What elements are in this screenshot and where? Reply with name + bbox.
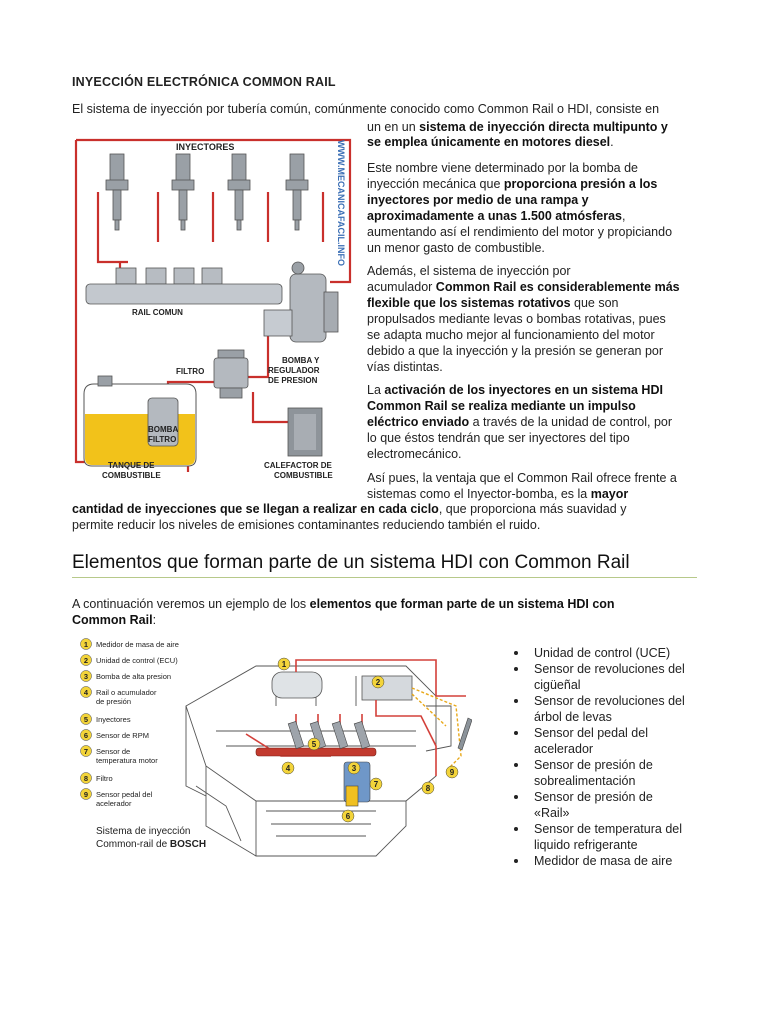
svg-text:2: 2 [375, 678, 381, 687]
paragraph-5-b: cantidad de inyecciones que se llegan a realizar en cada ciclo, que proporciona más suavidad y permite reducir los niveles de emisiones contaminantes reduciendo también el ruido. [72, 502, 627, 532]
list-item: Sensor del pedal del acelerador [510, 725, 710, 757]
list-item: Unidad de control (UCE) [510, 645, 710, 661]
callout-5 [308, 738, 320, 750]
legend-item-9 [81, 789, 153, 809]
callout-7 [370, 778, 382, 790]
document-title: INYECCIÓN ELECTRÓNICA COMMON RAIL [72, 75, 336, 89]
paragraph-5-a: Así pues, la ventaja que el Common Rail ofrece frente a sistemas como el Inyector-bomba, es la mayor [367, 471, 677, 501]
svg-text:6: 6 [83, 731, 89, 740]
list-item: Sensor de presión de «Rail» [510, 789, 710, 821]
svg-text:Inyectores: Inyectores [96, 715, 131, 724]
legend-item-3 [81, 671, 172, 682]
svg-text:3: 3 [351, 764, 357, 773]
svg-text:6: 6 [345, 812, 351, 821]
legend-item-2 [81, 655, 179, 666]
watermark-text: WWW.MECANICAFACIL.INFO [336, 140, 346, 266]
svg-text:Sensor pedal del: Sensor pedal del [96, 790, 153, 799]
label-tanque-2: COMBUSTIBLE [102, 471, 161, 480]
legend-item-8 [81, 773, 113, 784]
diagram-caption-1: Sistema de inyección [96, 826, 191, 837]
callout-1 [278, 658, 290, 670]
label-inyectores: INYECTORES [176, 142, 235, 152]
accelerator-pedal [458, 718, 472, 750]
label-rail-comun: RAIL COMUN [132, 308, 183, 317]
bosch-engine-diagram [76, 636, 472, 868]
callout-2 [372, 676, 384, 688]
legend-item-5 [81, 714, 131, 725]
legend-item-6 [81, 730, 149, 741]
fuel-tank [84, 376, 196, 466]
common-rail [86, 268, 282, 304]
intro-line-2: un en un sistema de inyección directa multipunto y [367, 120, 668, 134]
callout-4 [282, 762, 294, 774]
label-bomba-regulador-1: BOMBA Y [282, 356, 320, 365]
label-filtro-tank: FILTRO [148, 435, 177, 444]
svg-text:Sensor de: Sensor de [96, 747, 131, 756]
svg-text:Rail o acumulador: Rail o acumulador [96, 688, 157, 697]
svg-text:5: 5 [83, 715, 89, 724]
list-item: Sensor de temperatura del liquido refrigerante [510, 821, 710, 853]
heading-underline [72, 577, 697, 578]
injector-3 [228, 154, 250, 230]
svg-text:5: 5 [311, 740, 317, 749]
list-item: Sensor de presión de sobrealimentación [510, 757, 710, 789]
svg-text:7: 7 [83, 747, 89, 756]
list-item: Medidor de masa de aire [510, 853, 710, 869]
diagram-legend [81, 639, 179, 809]
label-calefactor-2: COMBUSTIBLE [274, 471, 333, 480]
intro-line-3: se emplea únicamente en motores diesel. [367, 135, 614, 149]
label-filtro: FILTRO [176, 367, 205, 376]
svg-text:1: 1 [281, 660, 287, 669]
paragraph-4: La activación de los inyectores en un sistema HDI Common Rail se realiza mediante un impulso eléctrico enviado a través de la unidad de control, por lo que éstos tendrán que ser inyectores del tipo electromecánico. [367, 383, 673, 461]
common-rail-diagram [68, 132, 360, 492]
filter-yellow [346, 786, 358, 806]
label-bomba-tank: BOMBA [148, 425, 179, 434]
callout-9 [446, 766, 458, 778]
svg-text:1: 1 [83, 640, 89, 649]
callout-8 [422, 782, 434, 794]
fuel-filter [214, 350, 248, 398]
list-item: Sensor de revoluciones del árbol de levas [510, 693, 710, 725]
svg-text:8: 8 [83, 774, 89, 783]
legend-item-7 [81, 746, 159, 766]
paragraph-3: Además, el sistema de inyección por acumulador Common Rail es considerablemente más flexible que los sistemas rotativos que son propulsados mediante levas o bombas rotativas, pues se adapta mucho mejor al funcionamiento del motor debido a que la inyección y la presión se generan por vías distintas. [367, 264, 680, 374]
svg-text:temperatura motor: temperatura motor [96, 756, 158, 765]
svg-text:acelerador: acelerador [96, 799, 132, 808]
svg-text:Filtro: Filtro [96, 774, 113, 783]
air-intake [272, 672, 322, 698]
svg-text:4: 4 [285, 764, 291, 773]
svg-text:Medidor de masa de aire: Medidor de masa de aire [96, 640, 179, 649]
paragraph-6: A continuación veremos un ejemplo de los elementos que forman parte de un sistema HDI con Common Rail: [72, 597, 615, 627]
svg-text:9: 9 [449, 768, 455, 777]
engine-injectors [288, 721, 370, 748]
legend-item-4 [81, 687, 157, 707]
svg-text:Sensor de RPM: Sensor de RPM [96, 731, 149, 740]
injector-2 [172, 154, 194, 230]
legend-item-1 [81, 639, 179, 650]
fuel-heater [288, 408, 322, 456]
svg-text:4: 4 [83, 688, 89, 697]
svg-text:3: 3 [83, 672, 89, 681]
intro-line-1: El sistema de inyección por tubería común, comúnmente conocido como Common Rail o HDI, consiste en [72, 102, 660, 116]
ecu-box [362, 676, 412, 700]
diagram-caption-2: Common-rail de BOSCH [96, 839, 207, 850]
callout-6 [342, 810, 354, 822]
injector-1 [106, 154, 128, 230]
label-calefactor-1: CALEFACTOR DE [264, 461, 332, 470]
svg-text:Unidad de control (ECU): Unidad de control (ECU) [96, 656, 178, 665]
label-tanque-1: TANQUE DE [108, 461, 155, 470]
svg-text:Bomba de alta presion: Bomba de alta presion [96, 672, 172, 681]
svg-text:7: 7 [373, 780, 379, 789]
svg-text:de presión: de presión [96, 697, 132, 706]
injector-4 [286, 154, 308, 230]
label-bomba-regulador-2: REGULADOR [268, 366, 320, 375]
elements-list [510, 645, 710, 869]
list-item: Sensor de revoluciones del cigüeñal [510, 661, 710, 693]
svg-text:9: 9 [83, 790, 89, 799]
svg-text:8: 8 [425, 784, 431, 793]
section-heading: Elementos que forman parte de un sistema HDI con Common Rail [72, 552, 630, 573]
svg-text:2: 2 [83, 656, 89, 665]
callout-3 [348, 762, 360, 774]
label-bomba-regulador-3: DE PRESION [268, 376, 318, 385]
paragraph-2: Este nombre viene determinado por la bomba de inyección mecánica que proporciona presión a los inyectores por medio de una rampa y aproximadamente a unas 1.500 atmósferas, aumentando así el rendimiento del motor y propiciando un menor gasto de combustible. [367, 161, 673, 255]
